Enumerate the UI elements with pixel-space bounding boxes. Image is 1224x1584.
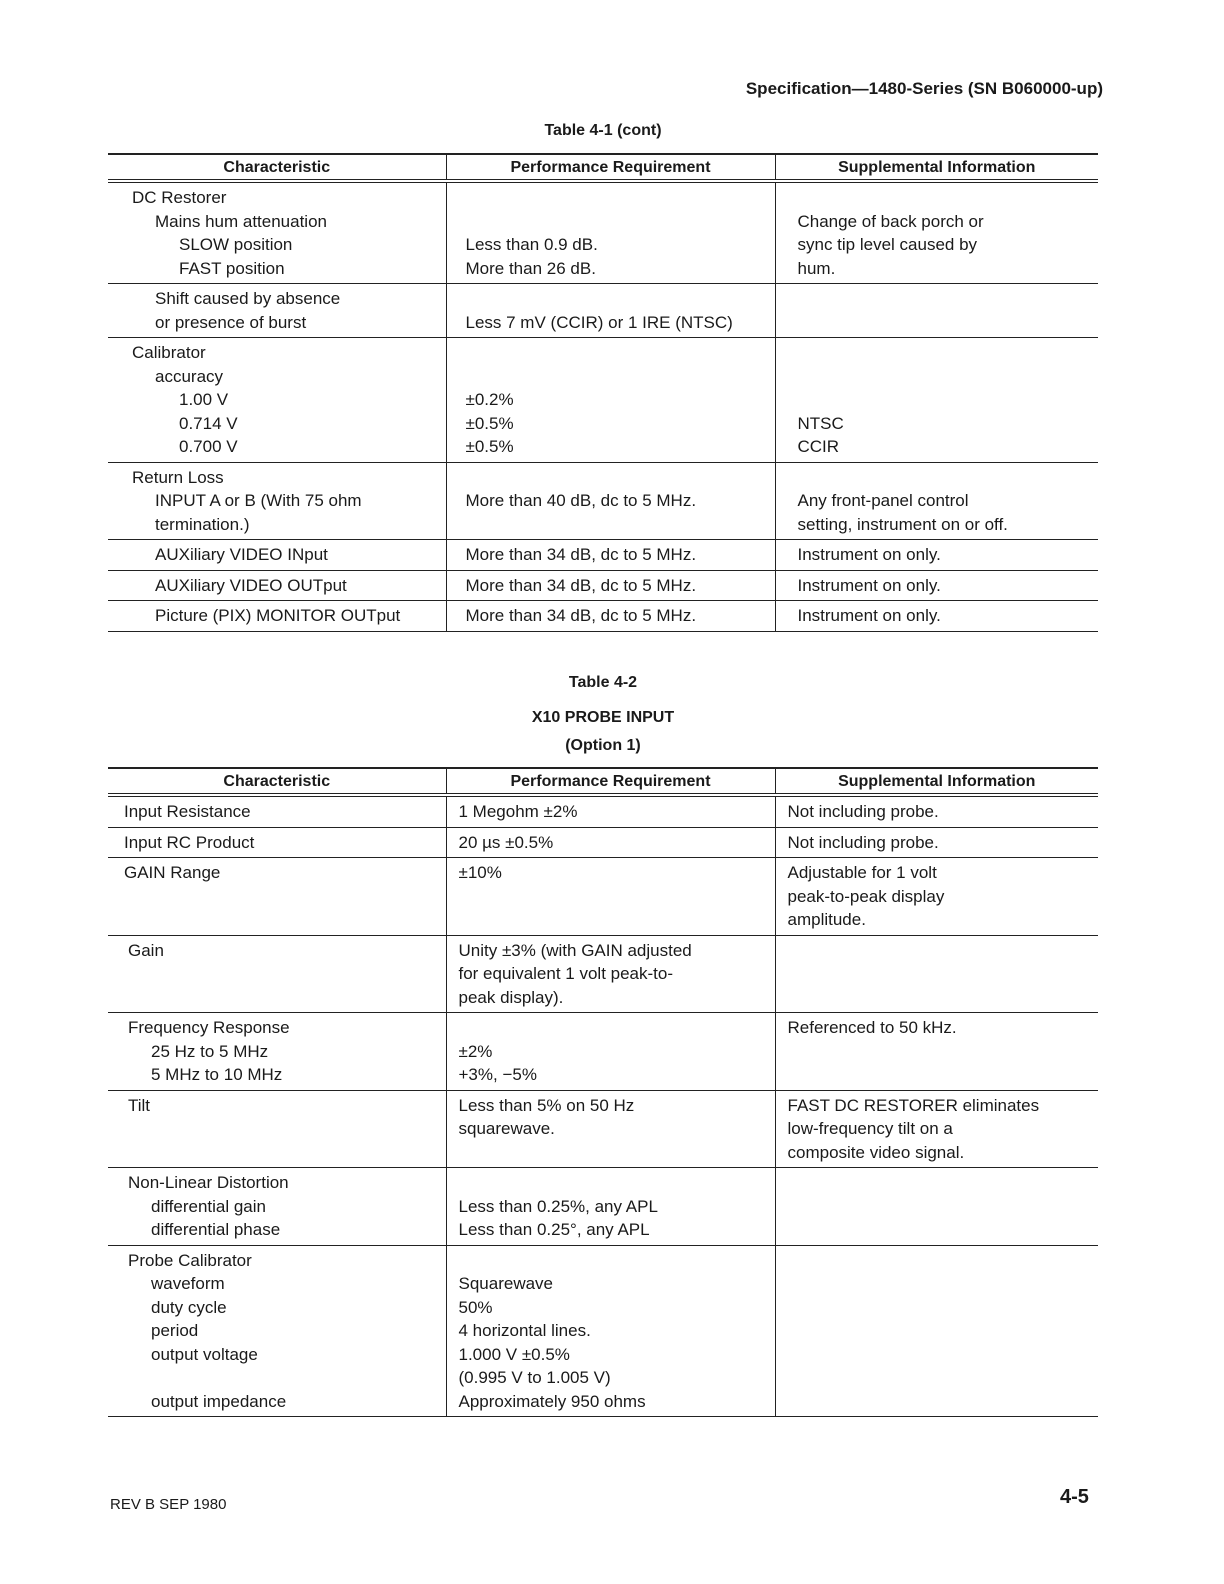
running-head: Specification—1480-Series (SN B060000-up)	[745, 79, 1103, 98]
table-row	[108, 181, 1098, 284]
supplemental-cell	[775, 181, 1098, 284]
cell-line: Probe Calibrator	[128, 1250, 252, 1270]
cell-line: AUXiliary VIDEO INput	[155, 545, 328, 564]
cell-line: ±0.5%	[465, 413, 514, 433]
cell-line: Tilt	[128, 1095, 151, 1115]
performance-cell	[446, 795, 775, 827]
supplemental-cell	[775, 1168, 1098, 1246]
table-row	[108, 827, 1098, 858]
supplemental-cell	[775, 795, 1098, 827]
cell-line: (0.995 V to 1.005 V)	[458, 1368, 611, 1387]
table-row	[108, 795, 1098, 827]
supplemental-cell	[775, 570, 1098, 601]
table-row	[108, 601, 1098, 632]
page-number: 4-5	[1060, 1486, 1089, 1508]
table-row	[108, 338, 1098, 463]
cell-line: Picture (PIX) MONITOR OUTput	[155, 606, 401, 625]
cell-line: Input Resistance	[124, 802, 251, 821]
cell-line: accuracy	[155, 366, 224, 386]
cell-line: amplitude.	[787, 910, 866, 929]
performance-cell	[446, 858, 775, 936]
characteristic-cell	[108, 858, 446, 936]
cell-line: 5 MHz to 10 MHz	[151, 1065, 283, 1084]
performance-cell	[446, 181, 775, 284]
cell-line: setting, instrument on or off.	[797, 514, 1008, 534]
cell-line: DC Restorer	[132, 188, 227, 207]
cell-line: Not including probe.	[787, 832, 939, 852]
supplemental-cell	[775, 1090, 1098, 1168]
characteristic-cell	[108, 827, 446, 858]
cell-line: +3%, −5%	[458, 1065, 537, 1084]
cell-line: Mains hum attenuation	[155, 211, 327, 231]
cell-line: squarewave.	[458, 1119, 555, 1138]
cell-line: sync tip level caused by	[797, 235, 978, 254]
cell-line: 25 Hz to 5 MHz	[151, 1041, 269, 1061]
table2-body	[108, 795, 1098, 1417]
cell-line	[108, 986, 446, 1010]
cell-line	[447, 210, 775, 234]
performance-cell	[446, 462, 775, 540]
cell-line: Referenced to 50 kHz.	[787, 1018, 957, 1037]
cell-line: More than 26 dB.	[465, 258, 596, 278]
table2-caption: Table 4-2	[568, 674, 638, 691]
cell-line	[447, 341, 775, 365]
cell-line: SLOW position	[179, 235, 293, 254]
characteristic-cell	[108, 1168, 446, 1246]
characteristic-cell	[108, 935, 446, 1013]
table-row	[108, 858, 1098, 936]
cell-line	[447, 186, 775, 210]
cell-line: More than 34 dB, dc to 5 MHz.	[465, 606, 697, 625]
table-row	[108, 1168, 1098, 1246]
cell-line: Less than 0.25°, any APL	[458, 1220, 650, 1239]
table1	[108, 153, 1098, 632]
supplemental-cell	[775, 1245, 1098, 1417]
cell-line	[776, 939, 1099, 963]
table2-title: X10 PROBE INPUT	[531, 709, 675, 726]
performance-cell	[446, 570, 775, 601]
cell-line	[776, 1218, 1099, 1242]
cell-line: Less 7 mV (CCIR) or 1 IRE (NTSC)	[465, 312, 733, 332]
cell-line: Input RC Product	[124, 832, 255, 852]
characteristic-cell	[108, 540, 446, 571]
cell-line: differential gain	[151, 1196, 266, 1216]
cell-line: AUXiliary VIDEO OUTput	[155, 575, 347, 595]
cell-line: 0.700 V	[179, 437, 238, 456]
cell-line: output voltage	[151, 1344, 258, 1364]
cell-line	[108, 1366, 446, 1390]
cell-line: More than 40 dB, dc to 5 MHz.	[465, 491, 697, 510]
column-header-supplemental: Supplemental Information	[775, 768, 1098, 795]
performance-cell	[446, 601, 775, 632]
cell-line: More than 34 dB, dc to 5 MHz.	[465, 545, 697, 564]
cell-line: Shift caused by absence	[155, 289, 341, 308]
cell-line	[776, 1063, 1099, 1087]
cell-line: peak display).	[458, 987, 564, 1007]
table-row	[108, 1245, 1098, 1417]
cell-line: Return Loss	[132, 467, 224, 487]
cell-line	[447, 513, 775, 537]
cell-line: Change of back porch or	[797, 211, 984, 231]
cell-line: or presence of burst	[155, 312, 307, 332]
supplemental-cell	[775, 858, 1098, 936]
supplemental-cell	[775, 935, 1098, 1013]
cell-line: composite video signal.	[787, 1142, 965, 1162]
cell-line: 1.000 V ±0.5%	[458, 1344, 570, 1364]
supplemental-cell	[775, 540, 1098, 571]
cell-line	[447, 1016, 775, 1040]
table-row	[108, 570, 1098, 601]
table-row	[108, 935, 1098, 1013]
table2	[108, 767, 1098, 1417]
supplemental-cell	[775, 462, 1098, 540]
cell-line: low-frequency tilt on a	[787, 1119, 953, 1138]
cell-line	[776, 388, 1099, 412]
cell-line: ±10%	[458, 863, 502, 882]
cell-line: Adjustable for 1 volt	[787, 863, 937, 882]
cell-line	[447, 1171, 775, 1195]
supplemental-cell	[775, 601, 1098, 632]
cell-line: 4 horizontal lines.	[458, 1321, 591, 1340]
cell-line: Unity ±3% (with GAIN adjusted	[458, 940, 692, 960]
cell-line: 1 Megohm ±2%	[458, 802, 578, 821]
performance-cell	[446, 338, 775, 463]
column-header-characteristic: Characteristic	[108, 154, 446, 181]
cell-line: INPUT A or B (With 75 ohm	[155, 491, 362, 510]
cell-line	[108, 1141, 446, 1165]
supplemental-cell	[775, 284, 1098, 338]
cell-line	[447, 908, 775, 932]
performance-cell	[446, 1090, 775, 1168]
cell-line: CCIR	[797, 437, 840, 456]
cell-line	[776, 962, 1099, 986]
cell-line	[447, 1249, 775, 1273]
cell-line: period	[151, 1321, 199, 1340]
cell-line: Calibrator	[132, 343, 206, 362]
cell-line: Non-Linear Distortion	[128, 1173, 289, 1192]
cell-line: FAST position	[179, 258, 285, 278]
cell-line	[776, 986, 1099, 1010]
characteristic-cell	[108, 462, 446, 540]
cell-line: Less than 5% on 50 Hz	[458, 1095, 635, 1115]
column-header-supplemental: Supplemental Information	[775, 154, 1098, 181]
cell-line: peak-to-peak display	[787, 886, 945, 906]
cell-line	[776, 186, 1099, 210]
cell-line: Instrument on only.	[797, 606, 941, 625]
cell-line	[776, 1366, 1099, 1390]
cell-line	[776, 1272, 1099, 1296]
revision-note: REV B SEP 1980	[110, 1496, 227, 1513]
performance-cell	[446, 1245, 775, 1417]
cell-line: More than 34 dB, dc to 5 MHz.	[465, 575, 697, 595]
cell-line: 1.00 V	[179, 390, 229, 409]
characteristic-cell	[108, 1245, 446, 1417]
performance-cell	[446, 540, 775, 571]
cell-line: Approximately 950 ohms	[458, 1391, 646, 1411]
cell-line	[776, 1195, 1099, 1219]
cell-line	[108, 885, 446, 909]
performance-cell	[446, 284, 775, 338]
cell-line: NTSC	[797, 413, 844, 433]
characteristic-cell	[108, 181, 446, 284]
characteristic-cell	[108, 1090, 446, 1168]
cell-line: ±2%	[458, 1041, 493, 1061]
cell-line: hum.	[797, 258, 836, 278]
cell-line: 20 µs ±0.5%	[458, 832, 554, 852]
cell-line: 50%	[458, 1297, 493, 1317]
table-row	[108, 1090, 1098, 1168]
cell-line: for equivalent 1 volt peak-to-	[458, 964, 674, 983]
cell-line: 0.714 V	[179, 413, 238, 433]
column-header-performance: Performance Requirement	[446, 154, 775, 181]
cell-line	[776, 466, 1099, 490]
characteristic-cell	[108, 1013, 446, 1091]
cell-line: Not including probe.	[787, 802, 939, 821]
cell-line	[447, 287, 775, 311]
table-row	[108, 1013, 1098, 1091]
cell-line	[776, 1390, 1099, 1414]
cell-line	[108, 1117, 446, 1141]
cell-line: Instrument on only.	[797, 545, 941, 564]
cell-line	[447, 885, 775, 909]
supplemental-cell	[775, 827, 1098, 858]
characteristic-cell	[108, 570, 446, 601]
cell-line	[108, 908, 446, 932]
cell-line	[776, 1171, 1099, 1195]
performance-cell	[446, 827, 775, 858]
cell-line	[776, 1249, 1099, 1273]
cell-line: ±0.5%	[465, 437, 514, 456]
cell-line: Squarewave	[458, 1274, 554, 1293]
cell-line: Frequency Response	[128, 1018, 290, 1037]
column-header-characteristic: Characteristic	[108, 768, 446, 795]
supplemental-cell	[775, 1013, 1098, 1091]
table1-body	[108, 181, 1098, 631]
cell-line: Any front-panel control	[797, 491, 969, 510]
table2-subtitle: (Option 1)	[565, 737, 641, 754]
cell-line: FAST DC RESTORER eliminates	[787, 1095, 1040, 1115]
cell-line: Less than 0.25%, any APL	[458, 1196, 658, 1216]
table-row	[108, 540, 1098, 571]
cell-line: differential phase	[151, 1220, 281, 1239]
cell-line	[776, 365, 1099, 389]
cell-line: Instrument on only.	[797, 575, 941, 595]
supplemental-cell	[775, 338, 1098, 463]
cell-line	[776, 341, 1099, 365]
cell-line: output impedance	[151, 1391, 287, 1411]
characteristic-cell	[108, 338, 446, 463]
performance-cell	[446, 935, 775, 1013]
cell-line: Less than 0.9 dB.	[465, 235, 598, 254]
cell-line: Gain	[128, 940, 164, 960]
cell-line	[776, 1296, 1099, 1320]
cell-line: ±0.2%	[465, 390, 514, 409]
cell-line: waveform	[151, 1274, 225, 1293]
column-header-performance: Performance Requirement	[446, 768, 775, 795]
characteristic-cell	[108, 795, 446, 827]
table1-caption: Table 4-1 (cont)	[544, 122, 662, 139]
cell-line	[776, 1319, 1099, 1343]
table-row	[108, 462, 1098, 540]
performance-cell	[446, 1013, 775, 1091]
cell-line: duty cycle	[151, 1297, 227, 1317]
cell-line	[776, 287, 1099, 311]
cell-line	[776, 1343, 1099, 1367]
performance-cell	[446, 1168, 775, 1246]
cell-line	[447, 1141, 775, 1165]
characteristic-cell	[108, 601, 446, 632]
cell-line: termination.)	[155, 514, 250, 534]
cell-line	[108, 962, 446, 986]
cell-line	[776, 311, 1099, 335]
cell-line	[447, 365, 775, 389]
table-row	[108, 284, 1098, 338]
characteristic-cell	[108, 284, 446, 338]
cell-line	[447, 466, 775, 490]
cell-line: GAIN Range	[124, 863, 221, 882]
cell-line	[776, 1040, 1099, 1064]
